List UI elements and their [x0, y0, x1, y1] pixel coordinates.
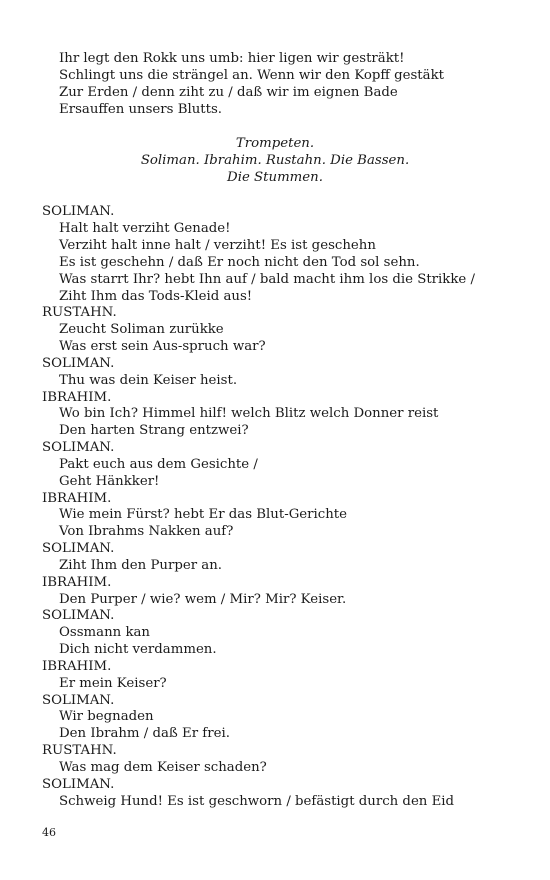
- speaker-name: SOLIMAN.: [42, 541, 115, 556]
- speaker-name: IBRAHIM.: [42, 575, 112, 590]
- dialogue-line: Dich nicht verdammen.: [59, 642, 217, 657]
- speaker-name: RUSTAHN.: [42, 743, 117, 758]
- dialogue-line: Er mein Keiser?: [59, 676, 167, 691]
- dialogue-line: Thu was dein Keiser heist.: [59, 373, 238, 388]
- dialogue-line: Pakt euch aus dem Gesichte /: [59, 457, 258, 472]
- dialogue-line: Von Ibrahms Nakken auf?: [59, 524, 234, 539]
- dialogue-line: Schweig Hund! Es ist geschworn / befästigt durch den Eid: [59, 794, 455, 809]
- speaker-name: SOLIMAN.: [42, 608, 115, 623]
- speaker-name: RUSTAHN.: [42, 305, 117, 320]
- dialogue-line: Ziht Ihm den Purper an.: [59, 558, 222, 573]
- dialogue-line: Halt halt verziht Genade!: [59, 221, 231, 236]
- dialogue-line: Den harten Strang entzwei?: [59, 423, 249, 438]
- dialogue-line: Verziht halt inne halt / verziht! Es ist geschehn: [59, 238, 376, 253]
- verse-line: Ihr legt den Rokk uns umb: hier ligen wir gesträkt!: [59, 51, 405, 66]
- stage-direction-line: Die Stummen.: [227, 170, 323, 185]
- stage-direction-line: Trompeten.: [235, 136, 315, 151]
- verse-line: Schlingt uns die strängel an. Wenn wir den Kopff gestäkt: [59, 68, 444, 83]
- stage-direction-line: Soliman. Ibrahim. Rustahn. Die Bassen.: [140, 153, 410, 168]
- speaker-name: SOLIMAN.: [42, 204, 115, 219]
- dialogue-line: Was mag dem Keiser schaden?: [59, 760, 267, 775]
- speaker-name: IBRAHIM.: [42, 390, 112, 405]
- dialogue-line: Es ist geschehn / daß Er noch nicht den Tod sol sehn.: [59, 255, 420, 270]
- speaker-name: IBRAHIM.: [42, 659, 112, 674]
- speaker-name: IBRAHIM.: [42, 491, 112, 506]
- speaker-name: SOLIMAN.: [42, 777, 115, 792]
- dialogue-line: Ziht Ihm das Tods-Kleid aus!: [59, 289, 253, 304]
- speaker-name: SOLIMAN.: [42, 356, 115, 371]
- page-number: 46: [42, 826, 56, 839]
- dialogue-line: Geht Hänkker!: [59, 474, 160, 489]
- dialogue-line: Zeucht Soliman zurükke: [59, 322, 224, 337]
- dialogue-line: Den Ibrahm / daß Er frei.: [59, 726, 230, 741]
- speaker-name: SOLIMAN.: [42, 440, 115, 455]
- dialogue-line: Was starrt Ihr? hebt Ihn auf / bald macht ihm los die Strikke /: [59, 272, 475, 287]
- speaker-name: SOLIMAN.: [42, 693, 115, 708]
- dialogue-line: Was erst sein Aus-spruch war?: [59, 339, 266, 354]
- verse-line: Ersauffen unsers Blutts.: [59, 102, 223, 117]
- dialogue-line: Ossmann kan: [59, 625, 150, 640]
- dialogue-line: Wir begnaden: [59, 709, 154, 724]
- dialogue-line: Wie mein Fürst? hebt Er das Blut-Gerichte: [59, 507, 348, 522]
- verse-line: Zur Erden / denn ziht zu / daß wir im eignen Bade: [59, 85, 398, 100]
- dialogue-line: Den Purper / wie? wem / Mir? Mir? Keiser.: [59, 592, 347, 607]
- dialogue-line: Wo bin Ich? Himmel hilf! welch Blitz welch Donner reist: [59, 406, 439, 421]
